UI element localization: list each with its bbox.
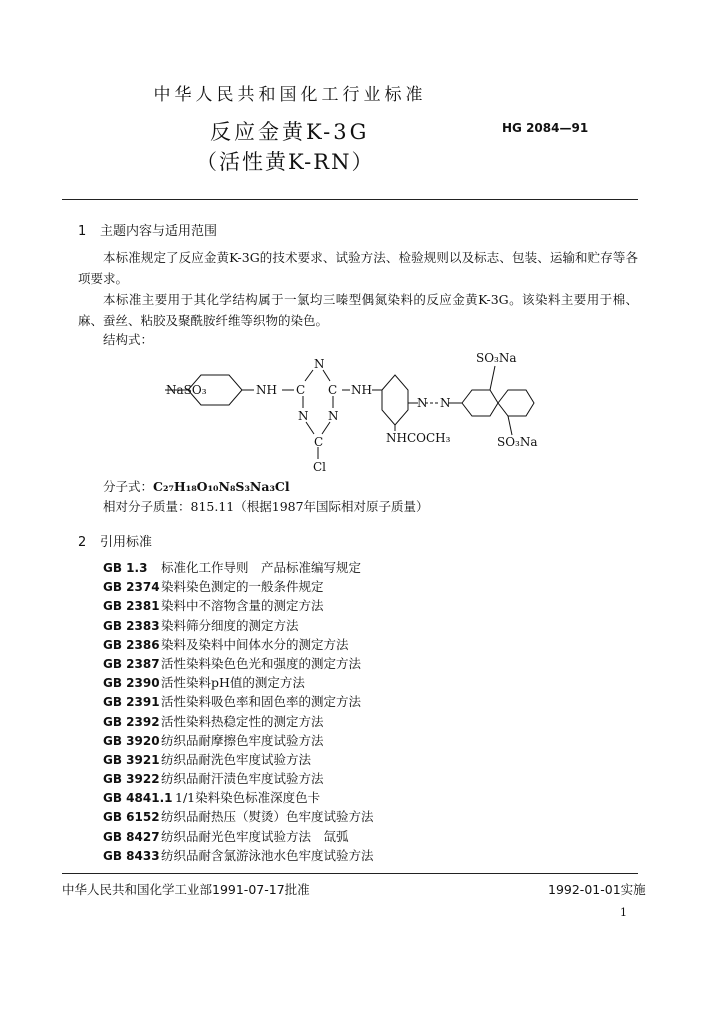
reference-item [103, 731, 623, 750]
triazine-n-label: N [314, 357, 325, 371]
reference-title: 染料及染料中间体水分的测定方法 [161, 636, 349, 652]
reference-title: 染料中不溶物含量的测定方法 [161, 598, 324, 614]
reference-code: GB 8427 [103, 829, 160, 844]
triazine-c-label: C [296, 383, 306, 397]
reference-item [103, 654, 623, 673]
nh-label: NH [351, 383, 372, 397]
reference-title: 纺织品耐热压（熨烫）色牢度试验方法 [161, 809, 374, 825]
reference-item [103, 769, 623, 788]
header-rule [62, 199, 638, 200]
so3na-label: SO₃Na [497, 435, 538, 449]
reference-code: GB 3920 [103, 733, 160, 748]
reference-code: GB 6152 [103, 810, 160, 825]
section-1-heading [78, 220, 217, 239]
reference-title: 纺织品耐摩擦色牢度试验方法 [161, 732, 324, 748]
reference-code: GB 2387 [103, 656, 160, 671]
reference-code: GB 1.3 [103, 561, 148, 575]
structure-label: 结构式： [103, 332, 154, 347]
reference-title: 染料筛分细度的测定方法 [161, 617, 299, 633]
section-1-body [78, 247, 638, 331]
cl-label: Cl [313, 460, 327, 474]
reference-code: GB 2392 [103, 714, 160, 729]
reference-code: GB 2383 [103, 618, 160, 633]
reference-item [103, 712, 623, 731]
reference-code: GB 2390 [103, 676, 160, 691]
azo-n-label: N [417, 396, 428, 410]
reference-code: GB 3922 [103, 772, 160, 787]
reference-code: GB 4841.1 [103, 791, 173, 806]
reference-item [103, 788, 623, 807]
nh-label: NH [256, 383, 277, 397]
reference-item [103, 807, 623, 826]
reference-title: 标准化工作导则 产品标准编写规定 [161, 560, 362, 575]
reference-code: GB 2381 [103, 599, 160, 614]
page-number: 1 [620, 906, 627, 919]
approval-note: 中华人民共和国化学工业部1991-07-17批准 [62, 882, 310, 897]
section-title: 引用标准 [100, 535, 153, 550]
so3na-label: SO₃Na [476, 351, 517, 365]
reference-item [103, 750, 623, 769]
reference-title: 纺织品耐汗渍色牢度试验方法 [161, 771, 324, 787]
reference-item [103, 827, 623, 846]
reference-item [103, 635, 623, 654]
nhcoch3-label: NHCOCH₃ [386, 431, 451, 445]
reference-title: 活性染料pH值的测定方法 [161, 675, 305, 691]
formula-value: C₂₇H₁₈O₁₀N₈S₃Na₃Cl [153, 479, 290, 494]
reference-title: 纺织品耐洗色牢度试验方法 [161, 751, 312, 767]
na-so3-label: NaSO₃ [166, 383, 207, 397]
reference-item [103, 616, 623, 635]
molecular-formula [103, 477, 290, 495]
triazine-n-label: N [298, 409, 309, 423]
implementation-date: 1992-01-01实施 [548, 882, 646, 897]
reference-item [103, 673, 623, 692]
document-title: 反应金黄K-3G [210, 120, 370, 144]
reference-title: 染料染色测定的一般条件规定 [161, 579, 324, 595]
document-subtitle: （活性黄K-RN） [196, 150, 375, 174]
reference-title: 活性染料热稳定性的测定方法 [161, 713, 324, 729]
structural-formula [150, 345, 570, 475]
footer-rule [62, 873, 638, 874]
reference-title: 活性染料吸色率和固色率的测定方法 [161, 694, 362, 710]
reference-item [103, 692, 623, 711]
reference-code: GB 2391 [103, 695, 160, 710]
reference-code: GB 8433 [103, 848, 160, 863]
section-title: 主题内容与适用范围 [100, 224, 218, 239]
azo-n-label: N [440, 396, 451, 410]
standard-code: HG 2084—91 [502, 121, 589, 135]
paragraph: 本标准规定了反应金黄K-3G的技术要求、试验方法、检验规则以及标志、包装、运输和贮存等各项要求。 [78, 250, 638, 286]
triazine-c-label: C [314, 435, 324, 449]
section-2-heading [78, 531, 152, 550]
reference-code: GB 3921 [103, 752, 160, 767]
reference-title: 纺织品耐光色牢度试验方法 氙弧 [161, 828, 349, 844]
reference-code: GB 2374 [103, 580, 160, 595]
reference-item [103, 558, 623, 577]
reference-title: 1/1染料染色标准深度色卡 [175, 790, 321, 806]
reference-code: GB 2386 [103, 637, 160, 652]
paragraph: 本标准主要用于其化学结构属于一氯均三嗪型偶氮染料的反应金黄K-3G。该染料主要用于棉、麻、蚕丝、粘胶及聚酰胺纤维等织物的染色。 [78, 292, 638, 328]
reference-title: 活性染料染色色光和强度的测定方法 [161, 655, 362, 671]
triazine-c-label: C [328, 383, 338, 397]
reference-list [103, 558, 623, 865]
reference-item [103, 577, 623, 596]
reference-item [103, 846, 623, 865]
reference-item [103, 596, 623, 615]
molar-mass: 相对分子质量：815.11（根据1987年国际相对原子质量） [103, 499, 429, 514]
triazine-n-label: N [328, 409, 339, 423]
section-number: 1 [78, 224, 87, 239]
formula-label: 分子式： [103, 479, 154, 494]
reference-title: 纺织品耐含氯游泳池水色牢度试验方法 [161, 847, 374, 863]
standard-name: 中华人民共和国化工行业标准 [153, 85, 427, 105]
section-number: 2 [78, 535, 87, 550]
